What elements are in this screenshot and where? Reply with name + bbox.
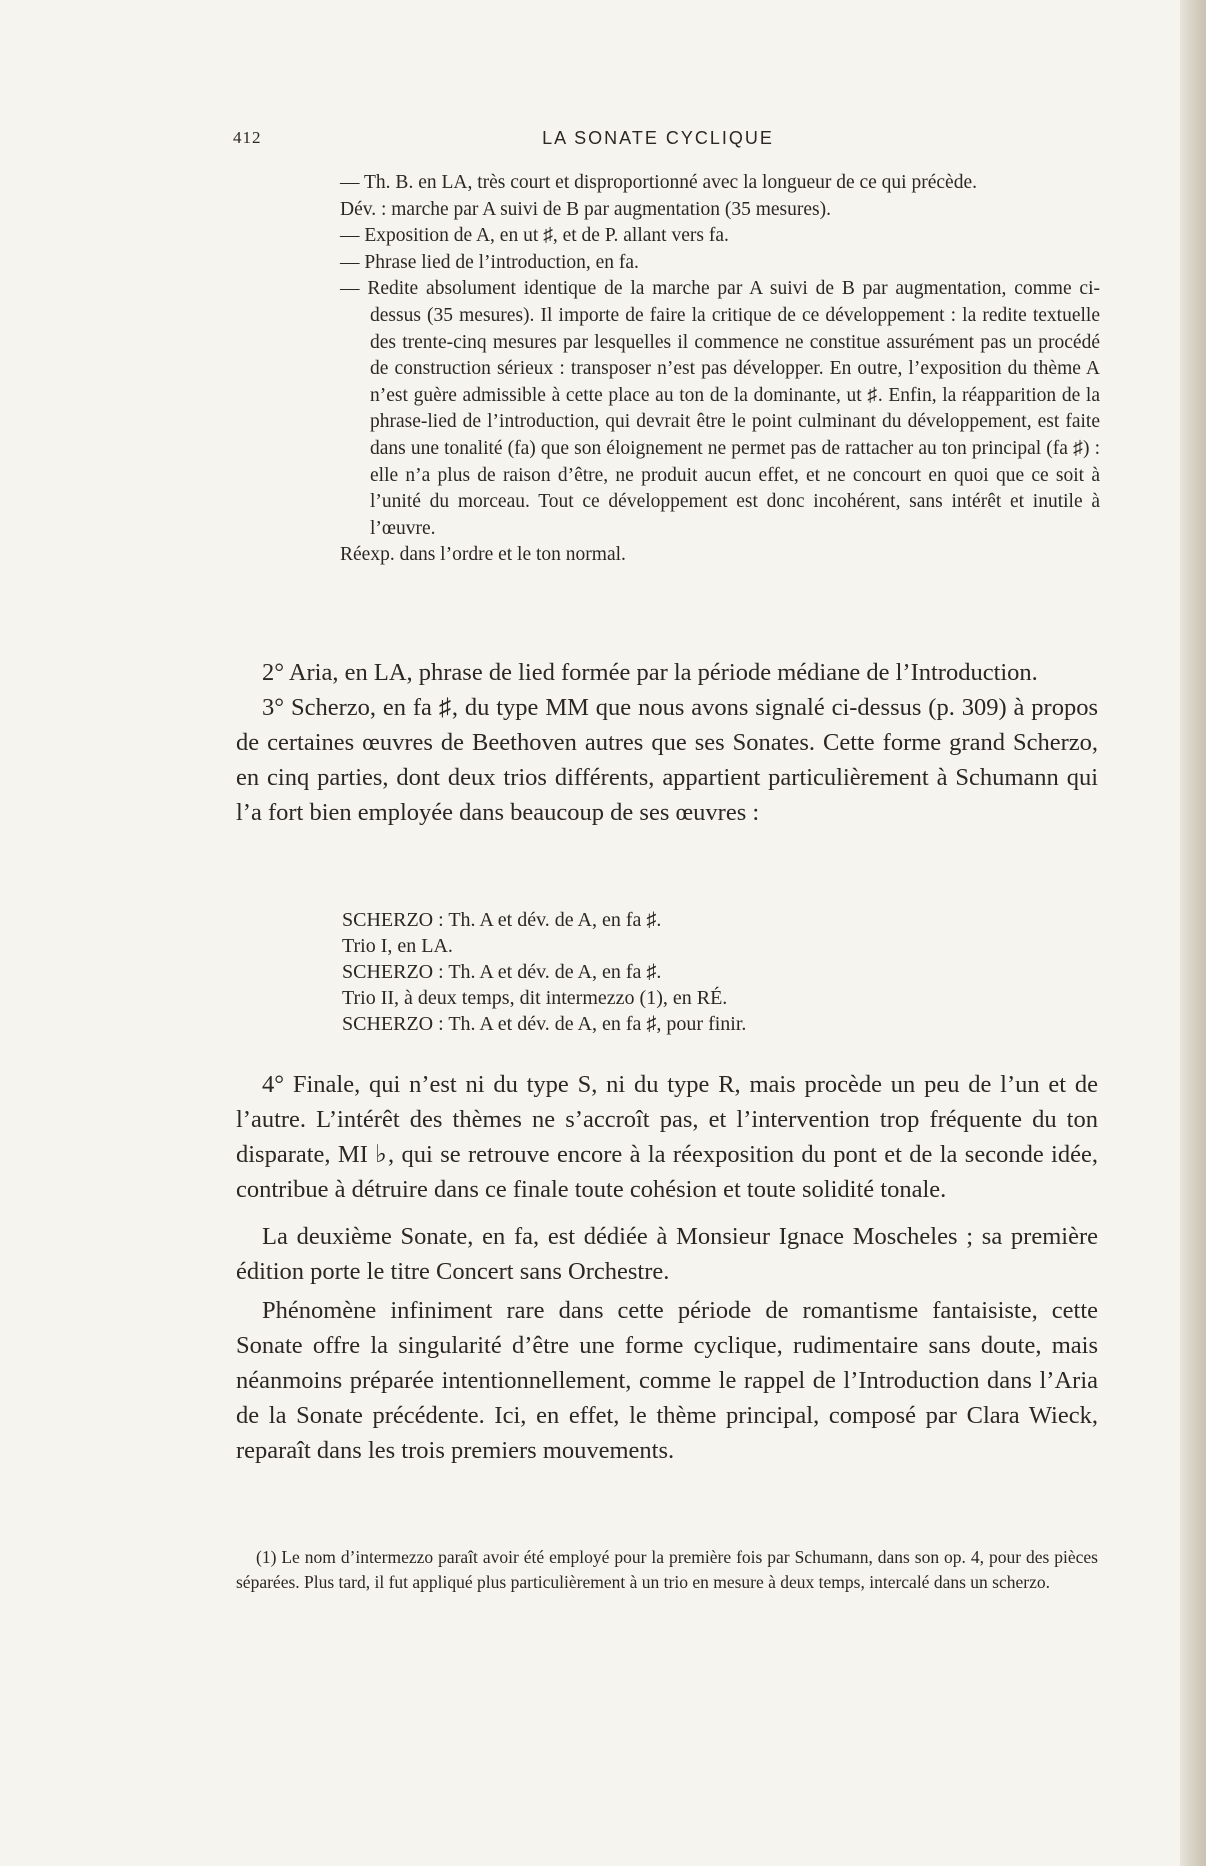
analysis-notes: [340, 170, 1100, 569]
note-reexposition: Réexp. dans l’ordre et le ton normal.: [340, 544, 626, 566]
footnote: [236, 1545, 1098, 1594]
page-header: [233, 128, 1083, 154]
note-exposition: — Exposition de A, en ut ♯, et de P. allant vers fa.: [340, 225, 729, 247]
main-text-bottom: [236, 1067, 1098, 1468]
paragraph-finale: 4° Finale, qui n’est ni du type S, ni du type R, mais procède un peu de l’un et de l’autre. L’intérêt des thèmes ne s’accroît pas, et l’intervention trop fréquente du ton disparate, MI ♭, qui se retrouve encore à la réexposition du pont et de la seconde idée, contribue à détruire dans ce finale toute cohésion et toute solidité tonale.: [236, 1071, 1098, 1203]
note-theme-b: — Th. B. en LA, très court et disproportionné avec la longueur de ce qui précède.: [340, 172, 977, 193]
paragraph-scherzo: 3° Scherzo, en fa ♯, du type MM que nous avons signalé ci-dessus (p. 309) à propos de certaines œuvres de Beethoven autres que ses Sonates. Cette forme grand Scherzo, en cinq parties, dont deux trios différents, appartient particulièrement à Schumann qui l’a fort bien employée dans beaucoup de ses œuvres :: [236, 694, 1098, 826]
main-text-top: [236, 655, 1098, 830]
list-item: SCHERZO : Th. A et dév. de A, en fa ♯.: [342, 961, 662, 983]
running-title: LA SONATE CYCLIQUE: [542, 128, 774, 148]
list-item: Trio II, à deux temps, dit intermezzo (1), en RÉ.: [342, 987, 728, 1009]
page-edge: [1180, 0, 1206, 1866]
paragraph-phenomene: Phénomène infiniment rare dans cette période de romantisme fantaisiste, cette Sonate offre la singularité d’être une forme cyclique, rudimentaire sans doute, mais néanmoins préparée intentionnellement, comme le rappel de l’Introduction dans l’Aria de la Sonate précédente. Ici, en effet, le thème principal, composé par Clara Wieck, reparaît dans les trois premiers mouvements.: [236, 1297, 1098, 1464]
paragraph-deuxieme-sonate: La deuxième Sonate, en fa, est dédiée à Monsieur Ignace Moscheles ; sa première édition porte le titre Concert sans Orchestre.: [236, 1223, 1098, 1285]
list-item: SCHERZO : Th. A et dév. de A, en fa ♯.: [342, 909, 662, 931]
page-number: 412: [233, 128, 262, 147]
note-redite: — Redite absolument identique de la marche par A suivi de B par augmentation, comme ci-dessus (35 mesures). Il importe de faire la critique de ce développement : la redite textuelle des trente-cinq mesures par lesquelles il commence ne constitue assurément pas un procédé de construction sérieux : transposer n’est pas développer. En outre, l’exposition du thème A n’est guère admissible à cette place au ton de la dominante, ut ♯. Enfin, la réapparition de la phrase-lied de l’introduction, qui devrait être le point culminant du développement, est faite dans une tonalité (fa) que son éloignement ne permet pas de rattacher au ton principal (fa ♯) : elle n’a plus de raison d’être, ne produit aucun effet, et ne concourt en quoi que ce soit à l’unité du morceau. Tout ce développement est donc incohérent, sans intérêt et inutile à l’œuvre.: [340, 278, 1100, 539]
note-phrase-lied: — Phrase lied de l’introduction, en fa.: [340, 251, 639, 273]
list-item: Trio I, en LA.: [342, 935, 453, 957]
note-developpement: Dév. : marche par A suivi de B par augmentation (35 mesures).: [340, 198, 831, 220]
scherzo-structure-list: [342, 907, 1042, 1037]
footnote-text: (1) Le nom d’intermezzo paraît avoir été employé pour la première fois par Schumann, dans son op. 4, pour des pièces séparées. Plus tard, il fut appliqué plus particulièrement à un trio en mesure à deux temps, intercalé dans un scherzo.: [236, 1547, 1098, 1592]
paragraph-aria: 2° Aria, en LA, phrase de lied formée par la période médiane de l’Introduction.: [262, 659, 1038, 686]
list-item: SCHERZO : Th. A et dév. de A, en fa ♯, pour finir.: [342, 1013, 747, 1035]
